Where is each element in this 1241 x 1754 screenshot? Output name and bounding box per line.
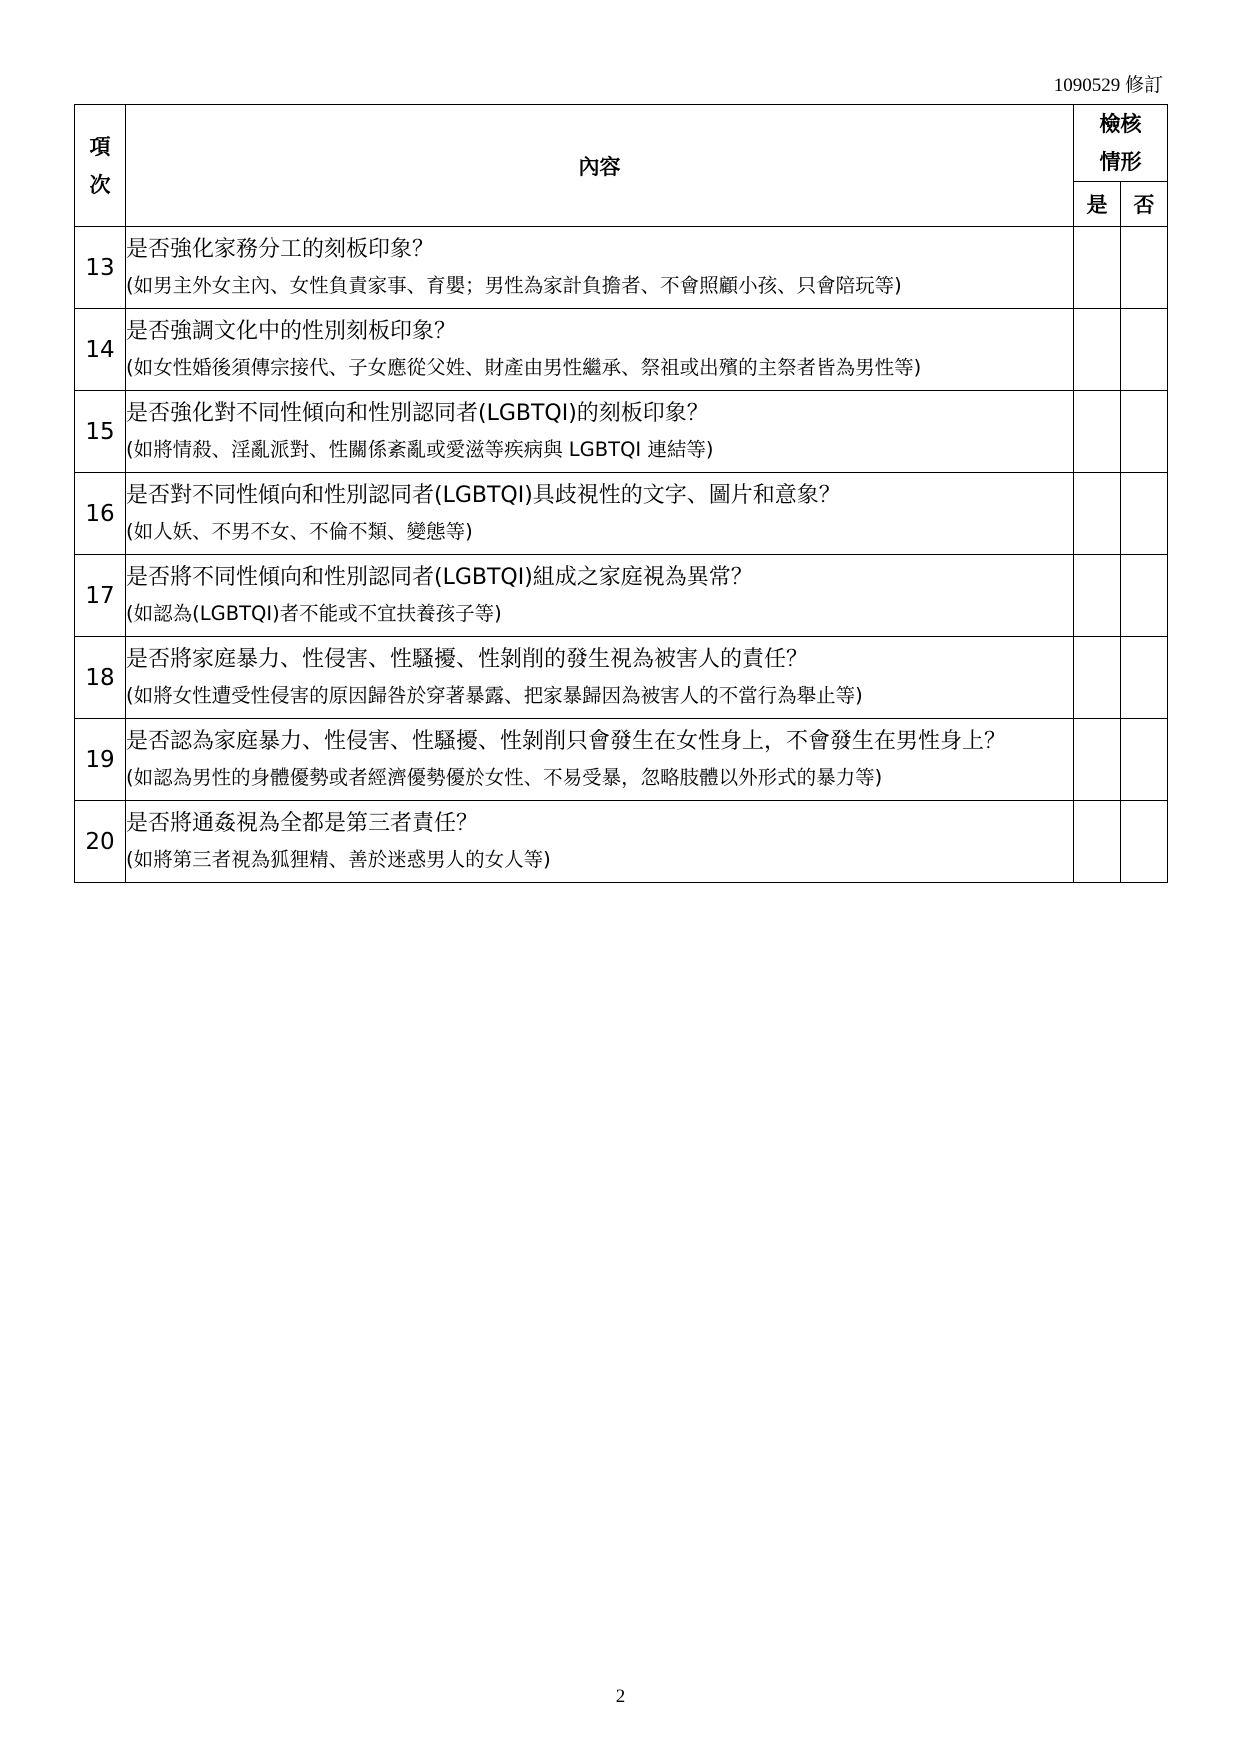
page-number: 2 (615, 1686, 626, 1707)
table-row (75, 309, 1168, 391)
table-row (75, 555, 1168, 637)
item-number: 14 (75, 309, 126, 391)
table-row (75, 719, 1168, 801)
check-no-cell[interactable] (1121, 555, 1168, 637)
check-yes-cell[interactable] (1074, 391, 1121, 473)
item-content (126, 309, 1074, 391)
item-question: 是否將通姦視為全都是第三者責任？ (126, 810, 479, 836)
item-content (126, 473, 1074, 555)
item-question: 是否強調文化中的性別刻板印象？ (126, 318, 457, 344)
checklist-table (74, 104, 1168, 883)
table-row (75, 473, 1168, 555)
table-row (75, 801, 1168, 883)
check-yes-cell[interactable] (1074, 719, 1121, 801)
item-number: 15 (75, 391, 126, 473)
item-question: 是否強化家務分工的刻板印象？ (126, 236, 435, 262)
checklist-body (75, 227, 1168, 883)
item-example: (如將第三者視為狐狸精、善於迷惑男人的女人等) (126, 847, 551, 871)
item-number: 20 (75, 801, 126, 883)
item-content (126, 391, 1074, 473)
revision-note: 1090529 修訂 (1053, 75, 1163, 96)
item-example: (如認為男性的身體優勢或者經濟優勢優於女性、不易受暴，忽略肢體以外形式的暴力等) (126, 765, 883, 789)
item-content (126, 555, 1074, 637)
item-question: 是否將家庭暴力、性侵害、性騷擾、性剝削的發生視為被害人的責任？ (126, 646, 809, 672)
header-yes: 是 (1074, 182, 1121, 227)
check-yes-cell[interactable] (1074, 309, 1121, 391)
check-no-cell[interactable] (1121, 391, 1168, 473)
check-yes-cell[interactable] (1074, 801, 1121, 883)
item-question: 是否認為家庭暴力、性侵害、性騷擾、性剝削只會發生在女性身上，不會發生在男性身上？ (126, 728, 1007, 754)
check-yes-cell[interactable] (1074, 227, 1121, 309)
check-no-cell[interactable] (1121, 309, 1168, 391)
item-question: 是否對不同性傾向和性別認同者(LGBTQI)具歧視性的文字、圖片和意象？ (126, 482, 841, 508)
check-yes-cell[interactable] (1074, 555, 1121, 637)
item-question: 是否將不同性傾向和性別認同者(LGBTQI)組成之家庭視為異常？ (126, 564, 753, 590)
item-example: (如將女性遭受性侵害的原因歸咎於穿著暴露、把家暴歸因為被害人的不當行為舉止等) (126, 683, 863, 707)
item-number: 13 (75, 227, 126, 309)
item-example: (如男主外女主內、女性負責家事、育嬰；男性為家計負擔者、不會照顧小孩、只會陪玩等) (126, 273, 902, 297)
item-example: (如女性婚後須傳宗接代、子女應從父姓、財產由男性繼承、祭祖或出殯的主祭者皆為男性等) (126, 355, 922, 379)
check-no-cell[interactable] (1121, 637, 1168, 719)
item-example: (如將情殺、淫亂派對、性關係紊亂或愛滋等疾病與 LGBTQI 連結等) (126, 437, 714, 461)
check-no-cell[interactable] (1121, 227, 1168, 309)
item-content (126, 719, 1074, 801)
item-number: 17 (75, 555, 126, 637)
item-content (126, 227, 1074, 309)
header-item-label: 項次 (89, 134, 111, 197)
check-yes-cell[interactable] (1074, 637, 1121, 719)
table-row (75, 637, 1168, 719)
item-number: 16 (75, 473, 126, 555)
header-no: 否 (1121, 182, 1168, 227)
item-number: 19 (75, 719, 126, 801)
item-example: (如人妖、不男不女、不倫不類、變態等) (126, 519, 473, 543)
header-check-status (1074, 105, 1168, 182)
item-content (126, 801, 1074, 883)
check-yes-cell[interactable] (1074, 473, 1121, 555)
table-row (75, 227, 1168, 309)
header-content: 內容 (126, 105, 1074, 227)
item-content (126, 637, 1074, 719)
item-number: 18 (75, 637, 126, 719)
item-question: 是否強化對不同性傾向和性別認同者(LGBTQI)的刻板印象？ (126, 400, 709, 426)
header-check-label: 檢核情形 (1099, 112, 1142, 174)
table-row (75, 391, 1168, 473)
item-example: (如認為(LGBTQI)者不能或不宜扶養孩子等) (126, 601, 502, 625)
header-item-number (75, 105, 126, 227)
check-no-cell[interactable] (1121, 719, 1168, 801)
check-no-cell[interactable] (1121, 801, 1168, 883)
check-no-cell[interactable] (1121, 473, 1168, 555)
